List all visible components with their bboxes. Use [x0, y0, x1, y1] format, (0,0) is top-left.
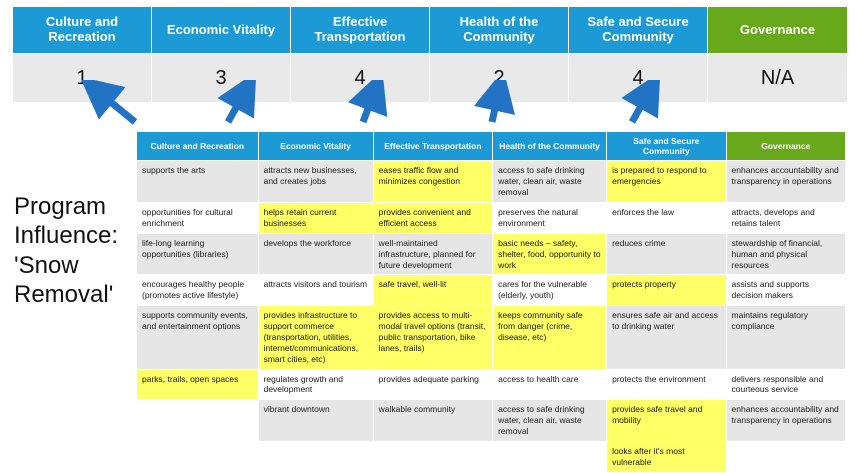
- matrix-cell: [493, 441, 607, 472]
- matrix-cell: regulates growth and development: [258, 369, 373, 400]
- matrix-cell: cares for the vulnerable (elderly, youth): [493, 275, 607, 306]
- matrix-cell: keeps community safe from danger (crime, disease, etc): [493, 306, 607, 369]
- matrix-cell: stewardship of financial, human and physical resources: [726, 233, 845, 275]
- matrix-cell: provides infrastructure to support commerce (transportation, utilities, internet/communications, smart cities, etc): [258, 306, 373, 369]
- matrix-header-safe: Safe and Secure Community: [607, 132, 726, 161]
- matrix-row: [137, 275, 846, 306]
- matrix-cell: attracts visitors and tourism: [258, 275, 373, 306]
- score-value-transportation: 4: [291, 54, 430, 103]
- matrix-cell: [137, 441, 259, 472]
- matrix-cell: walkable community: [373, 400, 492, 442]
- matrix-cell: [373, 441, 492, 472]
- matrix-header-economic: Economic Vitality: [258, 132, 373, 161]
- matrix-cell: attracts, develops and retains talent: [726, 203, 845, 234]
- matrix-row: [137, 441, 846, 472]
- matrix-cell: access to safe drinking water, clean air, waste removal: [493, 400, 607, 442]
- score-value-row: [13, 54, 848, 103]
- score-value-safe: 4: [569, 54, 708, 103]
- score-value-economic: 3: [152, 54, 291, 103]
- matrix-header-culture: Culture and Recreation: [137, 132, 259, 161]
- score-value-governance: N/A: [708, 54, 848, 103]
- matrix-cell: provides safe travel and mobility: [607, 400, 726, 442]
- matrix-cell: enhances accountability and transparency in operations: [726, 161, 845, 203]
- matrix-cell: reduces crime: [607, 233, 726, 275]
- matrix-header-transportation: Effective Transportation: [373, 132, 492, 161]
- matrix-header-row: [137, 132, 846, 161]
- score-summary-table: [12, 6, 848, 103]
- matrix-cell: provides convenient and efficient access: [373, 203, 492, 234]
- matrix-row: [137, 233, 846, 275]
- matrix-row: [137, 161, 846, 203]
- matrix-cell: supports the arts: [137, 161, 259, 203]
- matrix-body: [137, 161, 846, 472]
- matrix-row: [137, 306, 846, 369]
- matrix-cell: parks, trails, open spaces: [137, 369, 259, 400]
- score-header-economic: Economic Vitality: [152, 7, 291, 54]
- matrix-cell: assists and supports decision makers: [726, 275, 845, 306]
- matrix-cell: enhances accountability and transparency in operations: [726, 400, 845, 442]
- matrix-cell: access to health care: [493, 369, 607, 400]
- matrix-cell: protects the environment: [607, 369, 726, 400]
- matrix-cell: supports community events, and entertainment options: [137, 306, 259, 369]
- score-header-governance: Governance: [708, 7, 848, 54]
- matrix-cell: opportunities for cultural enrichment: [137, 203, 259, 234]
- matrix-cell: encourages healthy people (promotes active lifestyle): [137, 275, 259, 306]
- matrix-cell: helps retain current businesses: [258, 203, 373, 234]
- matrix-cell: basic needs – safety, shelter, food, opportunity to work: [493, 233, 607, 275]
- matrix-cell: provides access to multi-modal travel options (transit, public transportation, bike lanes, trails): [373, 306, 492, 369]
- outcomes-matrix: [136, 131, 846, 473]
- matrix-cell: delivers responsible and courteous service: [726, 369, 845, 400]
- matrix-cell: [137, 400, 259, 442]
- matrix-cell: is prepared to respond to emergencies: [607, 161, 726, 203]
- score-header-safe: Safe and Secure Community: [569, 7, 708, 54]
- outcomes-matrix-table: [136, 131, 846, 473]
- matrix-cell: [726, 441, 845, 472]
- score-summary-band: [12, 6, 847, 103]
- matrix-cell: life-long learning opportunities (libraries): [137, 233, 259, 275]
- matrix-cell: vibrant downtown: [258, 400, 373, 442]
- matrix-cell: well-maintained infrastructure, planned for future development: [373, 233, 492, 275]
- matrix-cell: looks after it's most vulnerable: [607, 441, 726, 472]
- matrix-row: [137, 400, 846, 442]
- score-header-row: [13, 7, 848, 54]
- score-header-health: Health of the Community: [430, 7, 569, 54]
- matrix-cell: safe travel, well-lit: [373, 275, 492, 306]
- matrix-cell: eases traffic flow and minimizes congestion: [373, 161, 492, 203]
- matrix-cell: ensures safe air and access to drinking water: [607, 306, 726, 369]
- score-header-culture: Culture and Recreation: [13, 7, 152, 54]
- matrix-cell: access to safe drinking water, clean air, waste removal: [493, 161, 607, 203]
- matrix-cell: enforces the law: [607, 203, 726, 234]
- matrix-header-health: Health of the Community: [493, 132, 607, 161]
- matrix-row: [137, 203, 846, 234]
- program-influence-label: Program Influence: 'Snow Removal': [14, 193, 119, 308]
- matrix-cell: attracts new businesses, and creates jobs: [258, 161, 373, 203]
- score-value-culture: 1: [13, 54, 152, 103]
- score-value-health: 2: [430, 54, 569, 103]
- matrix-row: [137, 369, 846, 400]
- matrix-cell: develops the workforce: [258, 233, 373, 275]
- matrix-cell: maintains regulatory compliance: [726, 306, 845, 369]
- matrix-header-governance: Governance: [726, 132, 845, 161]
- matrix-cell: [258, 441, 373, 472]
- matrix-cell: preserves the natural environment: [493, 203, 607, 234]
- matrix-cell: protects property: [607, 275, 726, 306]
- score-header-transportation: Effective Transportation: [291, 7, 430, 54]
- matrix-cell: provides adequate parking: [373, 369, 492, 400]
